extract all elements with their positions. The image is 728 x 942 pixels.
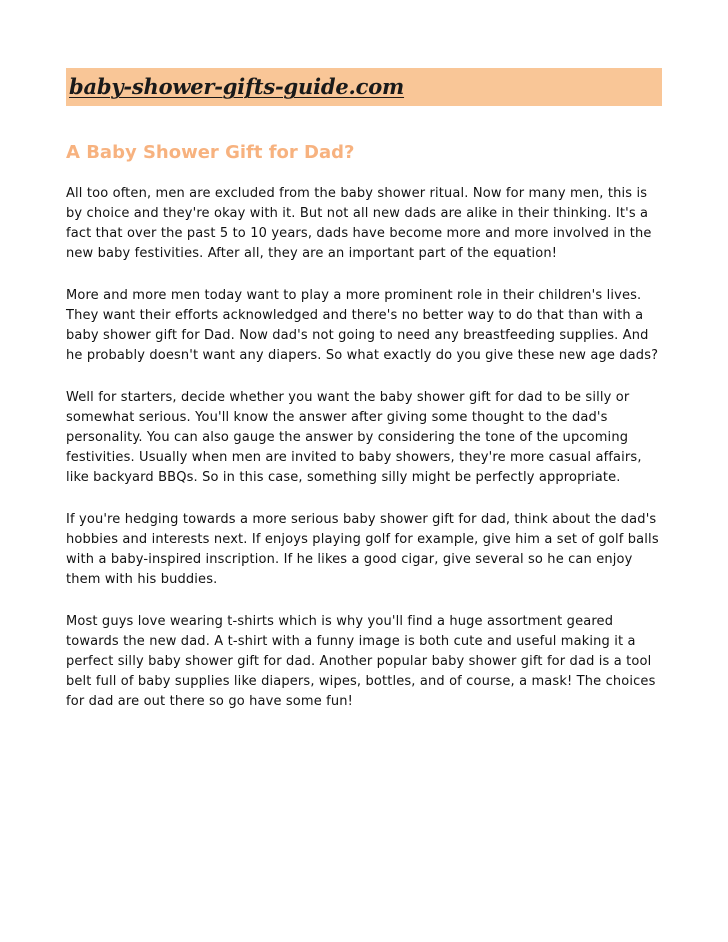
article-paragraph: If you're hedging towards a more serious baby shower gift for dad, think about the dad's hobbies and interests next. If enjoys playing golf for example, give him a set of golf balls with a baby-inspired inscription. If he likes a good cigar, give several so he can enjoy them with his buddies. xyxy=(66,512,659,587)
article-title: A Baby Shower Gift for Dad? xyxy=(66,142,355,163)
article-paragraph: Well for starters, decide whether you want the baby shower gift for dad to be silly or somewhat serious. You'll know the answer after giving some thought to the dad's personality. You can also gauge the answer by considering the tone of the upcoming festivities. Usually when men are invited to baby showers, they're more casual affairs, like backyard BBQs. So in this case, something silly might be perfectly appropriate. xyxy=(66,390,642,485)
article-paragraph: Most guys love wearing t-shirts which is why you'll find a huge assortment geared towards the new dad. A t-shirt with a funny image is both cute and useful making it a perfect silly baby shower gift for dad. Another popular baby shower gift for dad is a tool belt full of baby supplies like diapers, wipes, bottles, and of course, a mask! The choices for dad are out there so go have some fun! xyxy=(66,614,656,709)
article-paragraph: More and more men today want to play a more prominent role in their children's lives. They want their efforts acknowledged and there's no better way to do that than with a baby shower gift for Dad. Now dad's not going to need any breastfeeding supplies. And he probably doesn't want any diapers. So what exactly do you give these new age dads? xyxy=(66,288,659,363)
site-name-link[interactable]: baby-shower-gifts-guide.com xyxy=(69,74,405,99)
article-paragraph: All too often, men are excluded from the baby shower ritual. Now for many men, this is by choice and they're okay with it. But not all new dads are alike in their thinking. It's a fact that over the past 5 to 10 years, dads have become more and more involved in the new baby festivities. After all, they are an important part of the equation! xyxy=(66,186,652,261)
article-body xyxy=(66,184,666,734)
site-banner xyxy=(66,68,662,106)
